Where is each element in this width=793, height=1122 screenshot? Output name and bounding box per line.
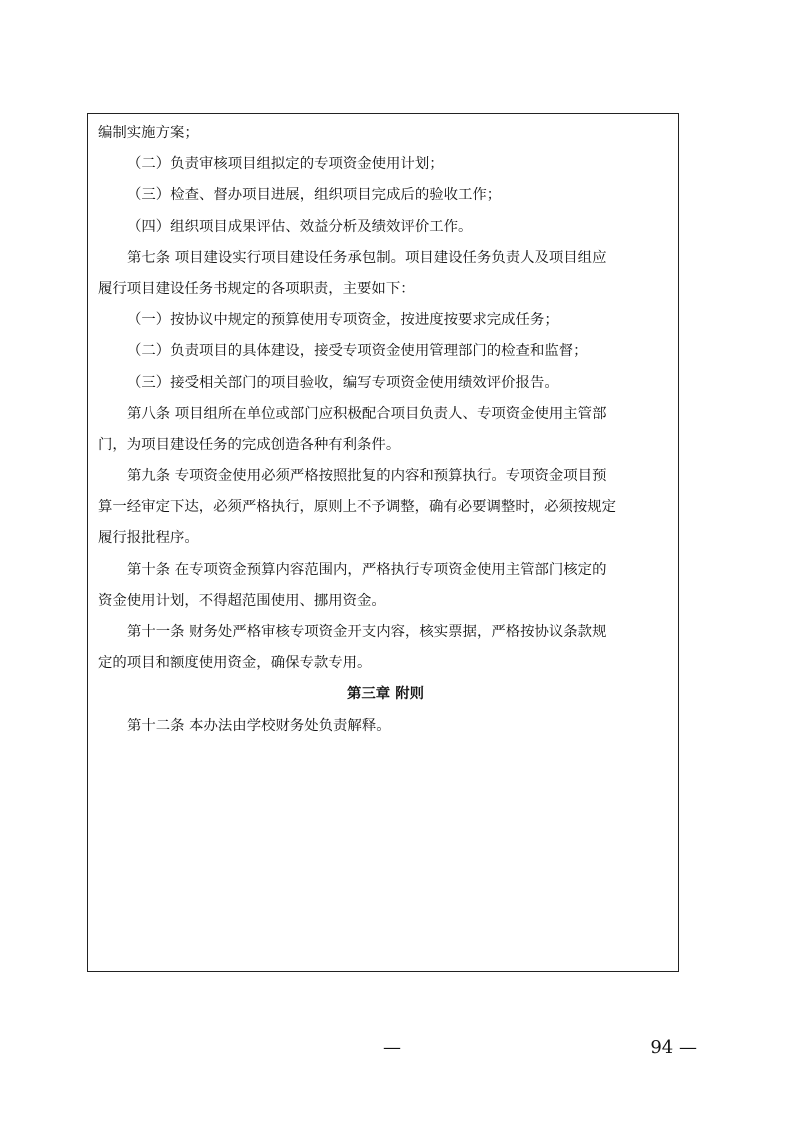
footer-dash: —: [383, 1037, 401, 1058]
text-line: 定的项目和额度使用资金，确保专款专用。: [98, 655, 372, 672]
text-line: （二）负责审核项目组拟定的专项资金使用计划；: [127, 156, 444, 173]
text-line: 门，为项目建设任务的完成创造各种有利条件。: [98, 436, 401, 453]
text-line: （二）负责项目的具体建设，接受专项资金使用管理部门的检查和监督；: [127, 343, 588, 360]
text-line: 履行项目建设任务书规定的各项职责，主要如下：: [98, 280, 415, 297]
text-line: （四）组织项目成果评估、效益分析及绩效评价工作。: [127, 218, 473, 235]
text-line: （一）按协议中规定的预算使用专项资金，按进度按要求完成任务；: [127, 312, 559, 329]
article-8-start: 第八条 项目组所在单位或部门应积极配合项目负责人、专项资金使用主管部: [127, 405, 607, 422]
document-frame: [87, 113, 679, 972]
article-9-start: 第九条 专项资金使用必须严格按照批复的内容和预算执行。专项资金项目预: [127, 468, 607, 485]
text-line: （三）检查、督办项目进展，组织项目完成后的验收工作；: [127, 187, 502, 204]
text-line: 履行报批程序。: [98, 530, 199, 547]
page-number: 94 —: [650, 1037, 697, 1058]
page-footer: [0, 1033, 793, 1063]
chapter-heading: 第三章 附则: [347, 686, 424, 703]
article-12-start: 第十二条 本办法由学校财务处负责解释。: [127, 717, 391, 734]
article-10-start: 第十条 在专项资金预算内容范围内，严格执行专项资金使用主管部门核定的: [127, 561, 607, 578]
document-body: [98, 118, 673, 742]
text-line: 算一经审定下达，必须严格执行，原则上不予调整，确有必要调整时，必须按规定: [98, 499, 617, 516]
text-line: （三）接受相关部门的项目验收，编写专项资金使用绩效评价报告。: [127, 374, 559, 391]
text-line: 编制实施方案；: [98, 125, 199, 141]
text-line: 资金使用计划，不得超范围使用、挪用资金。: [98, 592, 386, 609]
article-11-start: 第十一条 财务处严格审核专项资金开支内容，核实票据，严格按协议条款规: [127, 624, 607, 640]
article-7-start: 第七条 项目建设实行项目建设任务承包制。项目建设任务负责人及项目组应: [127, 249, 607, 266]
